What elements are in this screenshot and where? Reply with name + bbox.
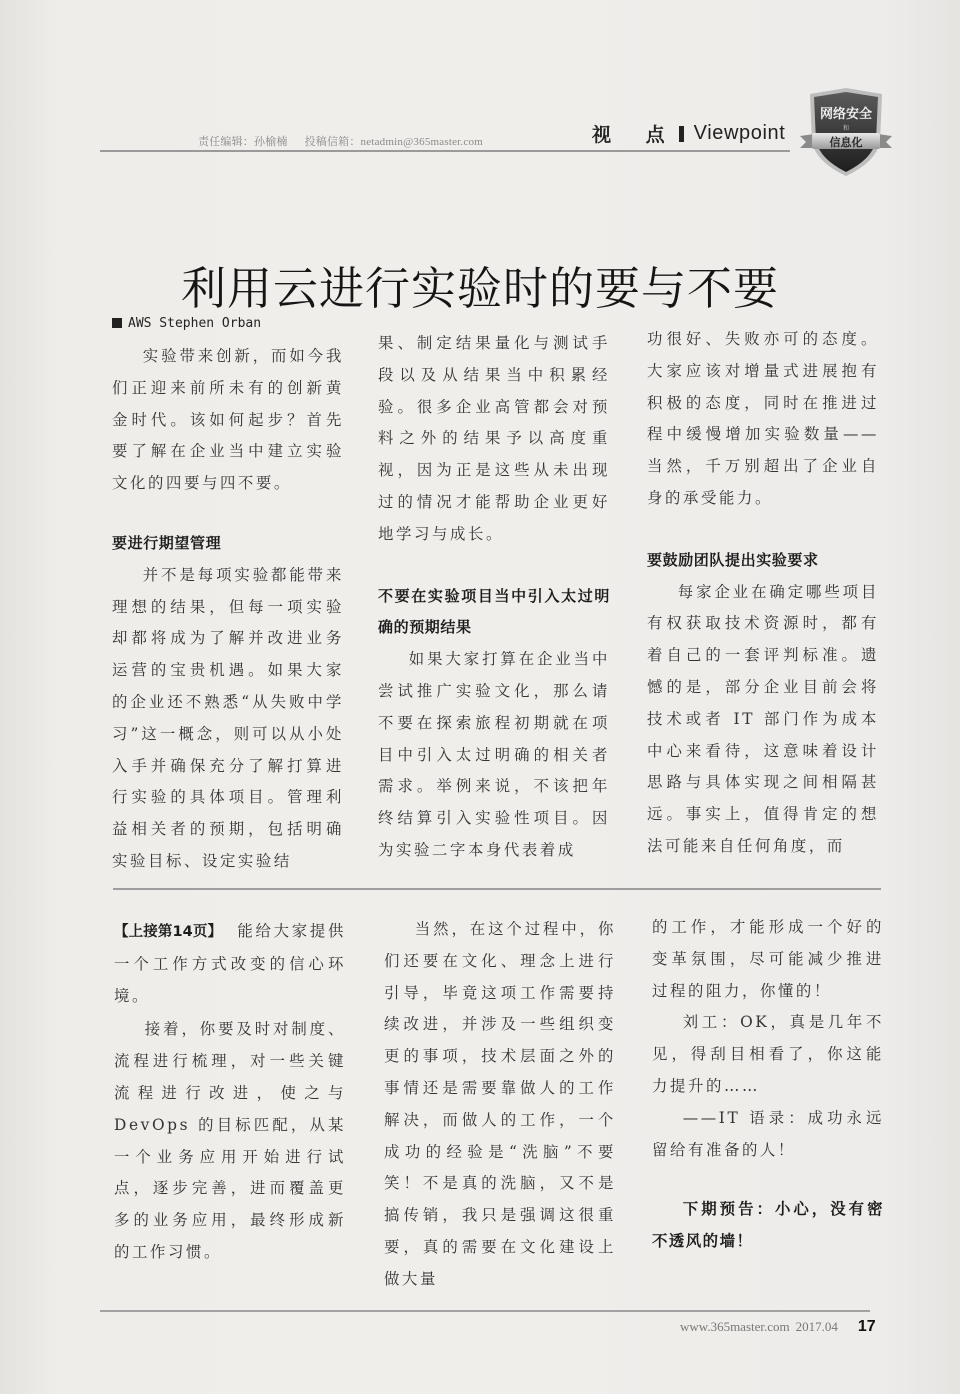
page-footer [680,1318,876,1336]
byline [112,313,344,335]
shield-icon [796,86,896,178]
continuation-column-2 [384,914,616,1296]
subheading: 要鼓励团队提出实验要求 [647,550,819,569]
subheading: 要进行期望管理 [112,533,222,552]
paragraph: 每家企业在确定哪些项目有权获取技术资源时，都有着自己的一套评判标准。遗憾的是，部分企业目前会将技术或者 IT 部门作为成本中心来看待，这意味着设计思路与具体实现之间相隔甚远。事实上，值得肯定的想法可能来自任何角度，而 [647,582,879,855]
footer-issue: 2017.04 [795,1319,838,1334]
paragraph: 并不是每项实验都能带来理想的结果，但每一项实验却都将成为了解并改进业务运营的宝贵机遇。如果大家的企业还不熟悉“从失败中学习”这一概念，则可以从小处入手并确保充分了解打算进行实验的具体项目。管理利益相关者的预期，包括明确实验目标、设定实验结 [112,565,344,870]
footer-website: www.365master.com [680,1319,790,1334]
svg-text:网络安全: 网络安全 [819,107,873,122]
lead-text: 能给大家提供一个工作方式改变的信心环境。 [114,922,346,1005]
paragraph: 当然，在这个过程中，你们还要在文化、理念上进行引导，毕竟这项工作需要持续改进，并涉及一些组织变更的事项，技术层面之外的事情还是需要靠做人的工作解决，而做人的工作，一个成功的经验是“洗脑”不要笑！不是真的洗脑，又不是搞传销，我只是强调这很重要，真的需要在文化建设上做大量 [384,920,616,1288]
page-number: 17 [857,1318,876,1335]
section-label-en: Viewpoint [693,122,786,144]
section-divider [113,888,881,890]
paragraph: 功很好、失败亦可的态度。大家应该对增量式进展抱有积极的态度，同时在推进过程中缓慢增加实验数量——当然，千万别超出了企业自身的承受能力。 [647,330,879,507]
section-label [592,120,785,147]
article-column-1 [112,313,344,878]
paragraph: 如果大家打算在企业当中尝试推广实验文化，那么请不要在探索旅程初期就在项目中引入太过明确的相关者需求。举例来说，不该把年终结算引入实验性项目。因为实验二字本身代表着成 [378,650,610,859]
quote-line: ——IT 语录：成功永远留给有准备的人！ [652,1108,884,1159]
subheading: 不要在实验项目当中引入太过明确的预期结果 [378,586,610,637]
continued-from-label: 【上接第14页】 [114,924,223,940]
footer-rule [100,1310,870,1312]
paragraph: 的工作，才能形成一个好的变革氛围，尽可能减少推进过程的阻力，你懂的！ [652,918,884,1000]
header-meta [198,133,497,149]
svg-text:信息化: 信息化 [829,136,863,149]
byline-square-icon [112,318,122,328]
section-divider-bar [679,126,684,142]
continuation-column-1 [114,916,346,1269]
submission-email: 投稿信箱：netadmin@365master.com [304,136,483,148]
paragraph: 实验带来创新，而如今我们正迎来前所未有的创新黄金时代。该如何起步？首先要了解在企业当中建立实验文化的四要与四不要。 [112,347,344,493]
author: AWS Stephen Orban [128,316,262,331]
header-rule [100,150,790,152]
article-title: 利用云进行实验时的要与不要 [180,262,779,316]
article-column-2 [378,328,610,867]
editor-credit: 责任编辑：孙榆楠 [198,136,288,148]
paragraph: 果、制定结果量化与测试手段以及从结果当中积累经验。很多企业高管都会对预料之外的结果予以高度重视，因为正是这些从未出现过的情况才能帮助企业更好地学习与成长。 [378,334,610,543]
section-label-zh: 视 点 [592,124,679,146]
continuation-column-3 [652,912,884,1258]
article-column-3 [647,324,879,863]
next-issue-preview: 下期预告：小心，没有密不透风的墙！ [652,1200,884,1251]
paragraph: 刘工：OK，真是几年不见，得刮目相看了，你这能力提升的…… [652,1013,884,1095]
paragraph: 接着，你要及时对制度、流程进行梳理，对一些关键流程进行改进，使之与 DevOps 的目标匹配，从某一个业务应用开始进行试点，逐步完善，进而覆盖更多的业务应用，最终形成新的工作习惯。 [114,1020,346,1261]
paragraph [114,916,346,1012]
svg-text:和: 和 [842,125,850,132]
